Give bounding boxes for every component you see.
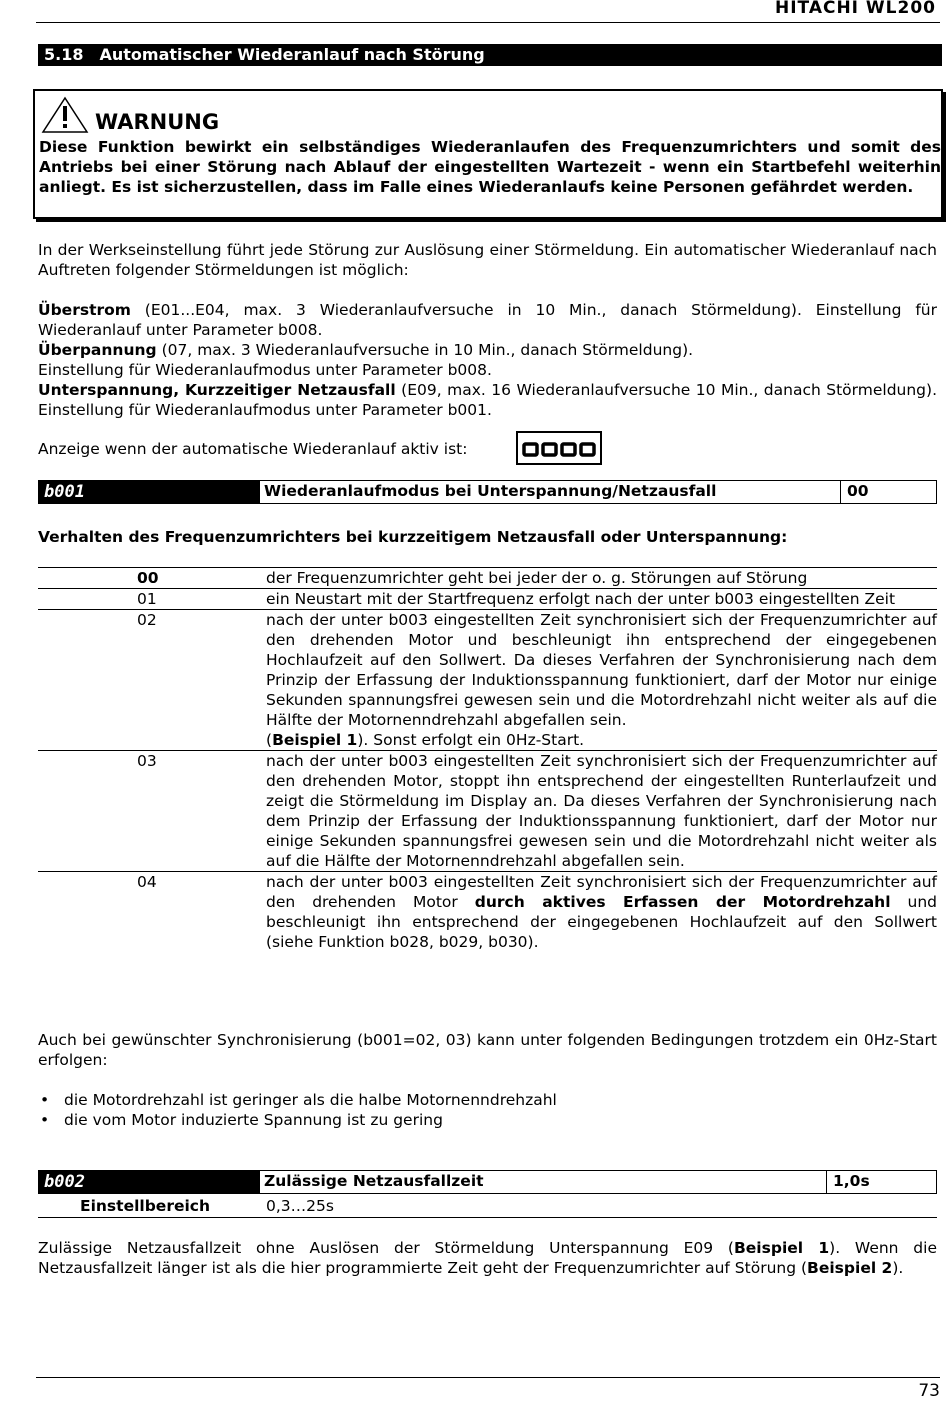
param-b002-row xyxy=(38,1170,937,1194)
fault-overvoltage-label: Überpannung xyxy=(38,341,157,359)
behaviour-heading: Verhalten des Frequenzumrichters bei kurzzeitigem Netzausfall oder Unterspannung: xyxy=(38,528,788,546)
option-row-03 xyxy=(38,751,937,872)
param-b001-code: b001 xyxy=(39,481,259,503)
final-text-3: ). xyxy=(892,1259,904,1277)
option-text-bold: durch aktives Erfassen der Motordrehzahl xyxy=(474,893,891,911)
range-label: Einstellbereich xyxy=(80,1197,211,1215)
option-key: 00 xyxy=(38,568,266,589)
fault-overvoltage xyxy=(38,340,937,360)
param-b001-name: Wiederanlaufmodus bei Unterspannung/Netzausfall xyxy=(259,481,840,503)
param-b002-name: Zulässige Netzausfallzeit xyxy=(259,1171,826,1193)
final-text-2: ). Wenn die Netzausfallzeit länger ist als die hier programmierte Zeit geht der Frequenzumrichter auf Störung ( xyxy=(38,1239,937,1277)
section-heading xyxy=(38,44,942,66)
option-row-02 xyxy=(38,610,937,751)
footer-rule xyxy=(36,1377,940,1378)
intro-paragraph: In der Werkseinstellung führt jede Störung zur Auslösung einer Störmeldung. Ein automatischer Wiederanlauf nach Auftreten folgender Störmeldungen ist möglich: xyxy=(38,241,937,279)
final-example-1: Beispiel 1 xyxy=(733,1239,830,1257)
option-text: nach der unter b003 eingestellten Zeit synchronisiert sich der Frequenzumrichter auf den drehenden Motor und beschleunigt ihn entsprechend der eingegebenen Hochlaufzeit auf den Sollwert. Da dieses Verfahren der Synchronisierung nach dem Prinzip der Erfassung der Induktionsspannung funktioniert, darf der Motor nur einige Sekunden spannungsfrei gewesen sein und die Motordrehzahl nicht weiter als auf die Hälfte der Motornenndrehzahl abgefallen sein. xyxy=(266,611,937,729)
option-example-note xyxy=(266,730,937,750)
fault-undervoltage xyxy=(38,380,937,420)
sync-note: Auch bei gewünschter Synchronisierung (b001=02, 03) kann unter folgenden Bedingungen trotzdem ein 0Hz-Start erfolgen: xyxy=(38,1031,937,1069)
seven-segment-display-icon xyxy=(518,433,600,463)
options-table-wrap xyxy=(38,567,937,952)
final-paragraph xyxy=(38,1238,937,1278)
option-key: 02 xyxy=(38,610,266,751)
fault-overcurrent-label: Überstrom xyxy=(38,301,131,319)
param-b001-value: 00 xyxy=(840,481,936,503)
param-b002-value: 1,0s xyxy=(826,1171,936,1193)
warning-box xyxy=(33,89,943,219)
section-title: Automatischer Wiederanlauf nach Störung xyxy=(99,45,485,64)
option-key: 04 xyxy=(137,873,157,891)
condition-item: • die vom Motor induzierte Spannung ist zu gering xyxy=(38,1110,937,1130)
section-number: 5.18 xyxy=(44,45,84,64)
condition-item: • die Motordrehzahl ist geringer als die halbe Motornenndrehzahl xyxy=(38,1090,937,1110)
option-row-04 xyxy=(38,872,937,953)
fault-undervoltage-label: Unterspannung, Kurzzeitiger Netzausfall xyxy=(38,381,396,399)
param-b001-row xyxy=(38,480,937,504)
final-text-1: Zulässige Netzausfallzeit ohne Auslösen der Störmeldung Unterspannung E09 ( xyxy=(38,1239,734,1257)
option-text-post: und beschleunigt ihn entsprechend der eingegebenen Hochlaufzeit auf den Sollwert (siehe Funktion b028, b029, b030). xyxy=(266,893,937,951)
param-b002-range-row xyxy=(38,1196,937,1218)
condition-list xyxy=(38,1090,937,1130)
option-example-ref: Beispiel 1 xyxy=(272,731,358,749)
option-text: nach der unter b003 eingestellten Zeit synchronisiert sich der Frequenzumrichter auf den drehenden Motor, stoppt ihn entsprechend der eingestellten Runterlaufzeit und zeigt die Störmeldung im Display an. Da dieses Verfahren der Synchronisierung nach dem Prinzip der Erfassung der Induktionsspannung funktioniert, darf der Motor nur einige Sekunden spannungsfrei gewesen sein und die Motordrehzahl nicht weiter als auf die Hälfte der Motornenndrehzahl abgefallen sein. xyxy=(266,752,937,870)
fault-undervoltage-text: (E09, max. 16 Wiederanlaufversuche 10 Min., danach Störmeldung). Einstellung für Wiederanlaufmodus unter Parameter b001. xyxy=(38,381,937,419)
final-example-2: Beispiel 2 xyxy=(807,1259,893,1277)
header-rule xyxy=(36,22,940,23)
warning-heading: WARNUNG xyxy=(95,110,220,134)
fault-list xyxy=(38,300,937,420)
page-number: 73 xyxy=(918,1381,940,1401)
display-note-label: Anzeige wenn der automatische Wiederanlauf aktiv ist: xyxy=(38,440,468,458)
fault-overcurrent xyxy=(38,300,937,340)
option-text: der Frequenzumrichter geht bei jeder der o. g. Störungen auf Störung xyxy=(266,568,937,589)
option-example-post: ). Sonst erfolgt ein 0Hz-Start. xyxy=(357,731,585,749)
option-key: 03 xyxy=(38,751,266,872)
option-key: 01 xyxy=(38,589,266,610)
option-text-pre: nach der unter b003 eingestellten Zeit synchronisiert sich der Frequenzumrichter auf den drehenden Motor xyxy=(266,873,937,911)
option-text xyxy=(266,872,937,953)
option-row-01 xyxy=(38,589,937,610)
option-text-cell xyxy=(266,610,937,751)
range-value: 0,3…25s xyxy=(266,1197,334,1215)
option-row-00 xyxy=(38,568,937,589)
options-table xyxy=(38,567,937,952)
option-text: ein Neustart mit der Startfrequenz erfolgt nach der unter b003 eingestellten Zeit xyxy=(266,589,937,610)
option-example-pre: ( xyxy=(266,731,273,749)
warning-text: Diese Funktion bewirkt ein selbständiges Wiederanlaufen des Frequenzumrichters und somit des Antriebs bei einer Störung nach Ablauf der eingestellten Wartezeit - wenn ein Startbefehl weiterhin anliegt. Es ist sicherzustellen, dass im Falle eines Wiederanlaufs keine Personen gefährdet werden. xyxy=(39,138,941,196)
restart-display-indicator xyxy=(516,431,602,465)
fault-overcurrent-text: (E01...E04, max. 3 Wiederanlaufversuche in 10 Min., danach Störmeldung). Einstellung für Wiederanlauf unter Parameter b008. xyxy=(38,301,937,339)
header-title: HITACHI WL200 xyxy=(774,0,936,18)
fault-overvoltage-setting: Einstellung für Wiederanlaufmodus unter Parameter b008. xyxy=(38,361,492,379)
param-b002-code: b002 xyxy=(39,1171,259,1193)
fault-overvoltage-text: (07, max. 3 Wiederanlaufversuche in 10 Min., danach Störmeldung). xyxy=(156,341,694,359)
warning-triangle-icon xyxy=(41,96,89,134)
